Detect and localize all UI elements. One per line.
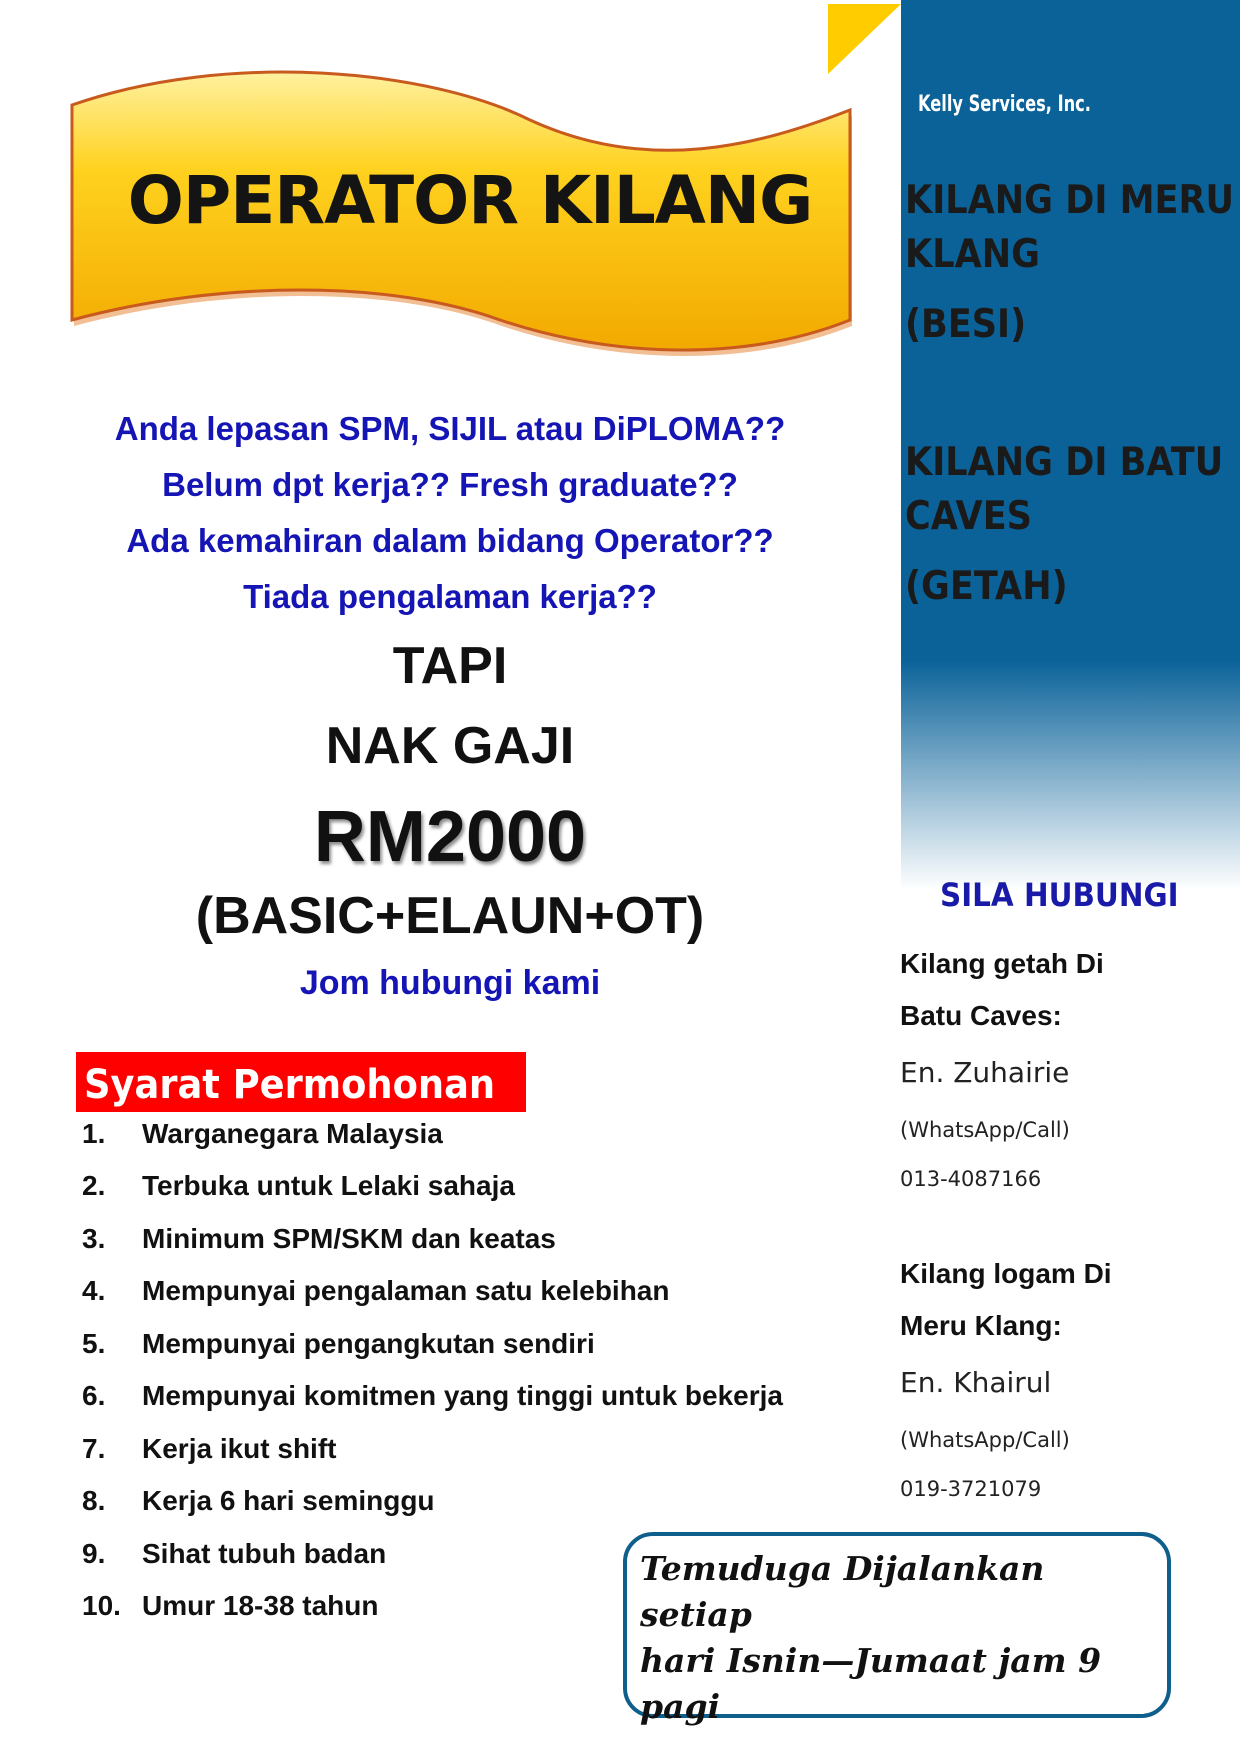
list-item [82, 1433, 336, 1465]
list-item [82, 1485, 435, 1517]
list-text: Sihat tubuh badan [142, 1538, 387, 1569]
contact-factory: Kilang getah Di [900, 948, 1104, 979]
interview-text [640, 1546, 1160, 1730]
intro-question: Belum dpt kerja?? Fresh graduate?? [162, 466, 738, 503]
list-item [82, 1538, 386, 1570]
intro-question: Anda lepasan SPM, SIJIL atau DiPLOMA?? [114, 410, 786, 447]
list-text: Kerja ikut shift [142, 1433, 337, 1464]
list-number: 10. [82, 1590, 121, 1621]
list-item [82, 1118, 443, 1150]
location-line: KILANG DI MERU [905, 178, 1235, 223]
list-item [82, 1170, 515, 1202]
location-line: KILANG DI BATU [905, 440, 1224, 485]
list-text: Terbuka untuk Lelaki sahaja [142, 1170, 515, 1201]
list-number: 5. [82, 1328, 106, 1359]
list-number: 3. [82, 1223, 106, 1254]
interview-line: pagi [640, 1687, 721, 1726]
list-text: Kerja 6 hari seminggu [142, 1485, 435, 1516]
list-text: Mempunyai pengangkutan sendiri [142, 1328, 595, 1359]
location-line: KLANG [905, 232, 1040, 277]
tapi-text: TAPI [392, 637, 508, 695]
list-number: 4. [82, 1275, 106, 1306]
list-text: Warganegara Malaysia [142, 1118, 443, 1149]
contact-location: Meru Klang: [900, 1310, 1062, 1341]
contact-method: (WhatsApp/Call) [900, 1428, 1070, 1452]
contact-phone[interactable]: 019-3721079 [900, 1477, 1042, 1501]
list-text: Minimum SPM/SKM dan keatas [142, 1223, 556, 1254]
list-text: Umur 18-38 tahun [142, 1590, 379, 1621]
salary-breakdown: (BASIC+ELAUN+OT) [195, 887, 705, 945]
salary-amount: RM2000 [313, 797, 587, 877]
list-number: 2. [82, 1170, 106, 1201]
list-item [82, 1328, 595, 1360]
contact-person: En. Khairul [900, 1366, 1052, 1399]
intro-question: Tiada pengalaman kerja?? [243, 578, 657, 615]
list-number: 1. [82, 1118, 106, 1149]
list-number: 9. [82, 1538, 106, 1569]
nak-gaji-text: NAK GAJI [325, 717, 575, 775]
location-line: (BESI) [905, 302, 1027, 347]
list-item [82, 1380, 783, 1412]
contact-person: En. Zuhairie [900, 1056, 1070, 1089]
location-line: CAVES [905, 494, 1032, 539]
location-line: (GETAH) [905, 564, 1068, 609]
contact-factory: Kilang logam Di [900, 1258, 1112, 1289]
list-number: 6. [82, 1380, 106, 1411]
list-text: Mempunyai komitmen yang tinggi untuk bekerja [142, 1380, 783, 1411]
contact-heading: SILA HUBUNGI [940, 876, 1179, 914]
contact-phone[interactable]: 013-4087166 [900, 1167, 1042, 1191]
list-text: Mempunyai pengalaman satu kelebihan [142, 1275, 670, 1306]
intro-question: Ada kemahiran dalam bidang Operator?? [126, 522, 774, 559]
interview-line: Temuduga Dijalankan setiap [640, 1549, 1045, 1634]
interview-line: hari Isnin—Jumaat jam 9 [640, 1641, 1102, 1680]
contact-method: (WhatsApp/Call) [900, 1118, 1070, 1142]
requirements-heading: Syarat Permohonan [84, 1062, 496, 1108]
contact-location: Batu Caves: [900, 1000, 1062, 1031]
list-item [82, 1275, 669, 1307]
banner-title: OPERATOR KILANG [127, 162, 813, 239]
list-item [82, 1223, 556, 1255]
company-name: Kelly Services, Inc. [918, 92, 1091, 117]
list-item [82, 1590, 379, 1622]
contact-cta: Jom hubungi kami [299, 964, 601, 1002]
list-number: 8. [82, 1485, 106, 1516]
list-number: 7. [82, 1433, 106, 1464]
